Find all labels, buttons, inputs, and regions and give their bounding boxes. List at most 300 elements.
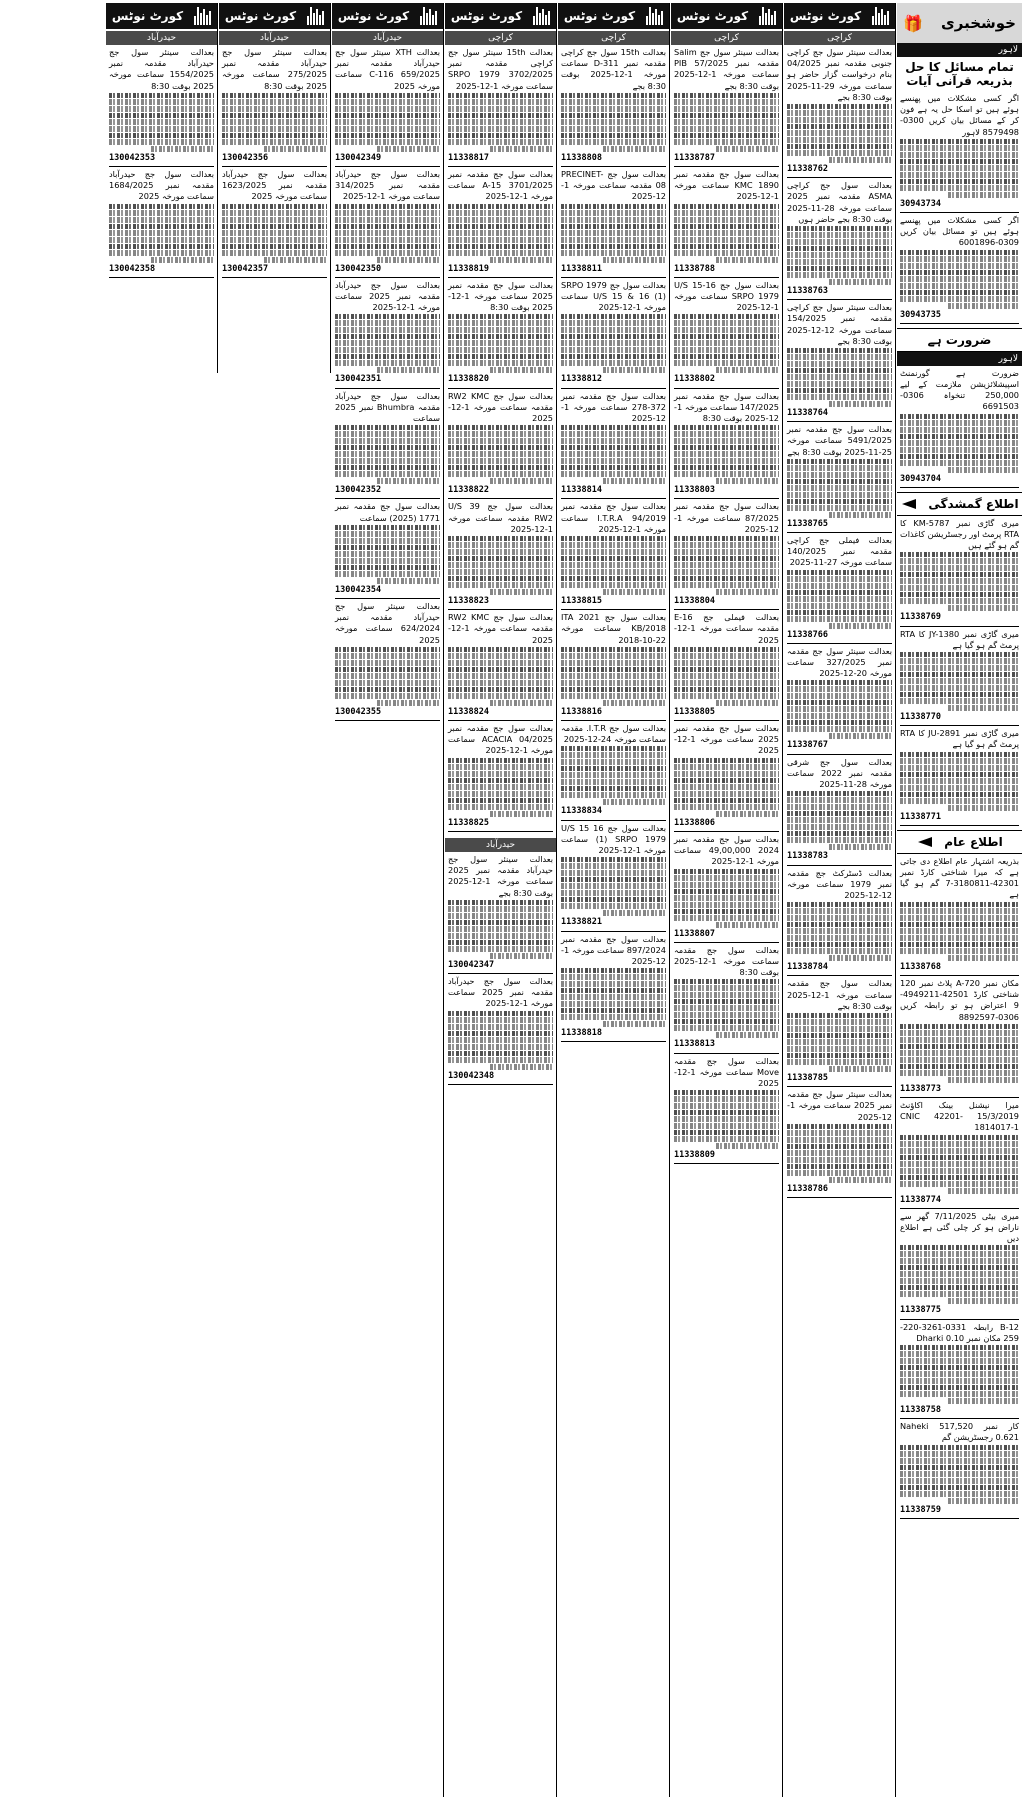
notice-ref-number: 11338819 [448, 263, 489, 274]
notice-ref-number: 30943734 [900, 198, 941, 209]
court-notice [674, 834, 779, 943]
notice-ref-number: 130042358 [109, 263, 156, 274]
court-notices [445, 852, 556, 1089]
general-ads [897, 854, 1022, 1523]
court-notice-header [445, 3, 556, 29]
notice-text: میری گاڑی نمبر JY-1380 کا RTA پرمٹ گم ہو گیا ہے [900, 628, 1019, 650]
print-line [674, 119, 779, 125]
print-line [900, 1365, 1019, 1370]
print-line [448, 106, 553, 112]
notice-text: بعدالت سول جج کراچی ASMA مقدمہ نمبر 2025 سماعت مورخہ 28-11-2025 بوقت 8:30 بجے حاضر ہوں [787, 180, 892, 224]
print-line [674, 673, 779, 679]
print-line [448, 549, 553, 555]
print-line [561, 903, 666, 909]
print-line [335, 347, 440, 353]
print-line [448, 556, 553, 561]
notice-text: بعدالت سول جج U/S 15-16 SRPO 1979 سماعت مورخہ 1-12-2025 [674, 279, 779, 313]
print-line [674, 224, 779, 229]
print-line [448, 693, 553, 699]
print-line [561, 250, 666, 256]
print-line [448, 465, 553, 470]
print-line [674, 576, 779, 581]
court-notice [448, 976, 553, 1085]
print-line [674, 542, 779, 548]
court-notice-header [219, 3, 330, 29]
print-line [448, 798, 553, 803]
print-line [716, 478, 779, 484]
print-line [561, 327, 666, 333]
print-line [674, 1025, 779, 1031]
print-line [900, 1057, 1019, 1063]
print-line [109, 99, 214, 105]
print-line [222, 99, 327, 105]
notice-ref-number: 11338812 [561, 374, 602, 385]
print-line [787, 1124, 892, 1129]
print-line [787, 1013, 892, 1018]
court-notices [332, 45, 443, 725]
print-line [900, 256, 1019, 262]
print-line [900, 778, 1019, 784]
print-line [448, 913, 553, 919]
notice-ref-number: 11338818 [561, 1028, 602, 1039]
court-notice [109, 169, 214, 278]
print-line [900, 172, 1019, 178]
print-line [900, 1278, 1019, 1284]
print-line [109, 224, 214, 229]
print-line [948, 605, 1019, 611]
general-section-header: اطلاع عام [897, 830, 1022, 854]
print-line [900, 752, 1019, 757]
print-line [900, 1265, 1019, 1270]
print-line [787, 713, 892, 719]
notice-ref-number: 130042357 [222, 263, 269, 274]
notice-ref-number: 130042353 [109, 152, 156, 163]
notice-ref-number: 11338808 [561, 152, 602, 163]
print-line [787, 1039, 892, 1045]
print-line [787, 693, 892, 699]
print-line [900, 652, 1019, 657]
court-notice [674, 391, 779, 500]
court-building-icon [528, 7, 550, 25]
classified-ads [897, 91, 1022, 328]
print-line [674, 445, 779, 450]
court-notice [787, 1089, 892, 1198]
print-line [787, 505, 892, 511]
court-column [671, 3, 783, 1797]
print-line [900, 1491, 1019, 1497]
print-line [787, 583, 892, 589]
print-line [787, 272, 892, 278]
print-line [561, 687, 666, 692]
print-line [222, 230, 327, 236]
print-line [674, 869, 779, 874]
print-line [787, 226, 892, 231]
notice-text: بعدالت سول جج مقدمہ نمبر 94/2019 I.T.R.A سماعت مورخہ 1-12-2025 [561, 501, 666, 534]
print-line [448, 224, 553, 229]
print-line [674, 549, 779, 555]
print-line [900, 558, 1019, 564]
print-line [448, 113, 553, 118]
print-line [561, 792, 666, 798]
classified-ad-notice [900, 728, 1019, 826]
court-notice [448, 854, 553, 974]
print-line [674, 425, 779, 430]
print-line [716, 1032, 779, 1038]
print-line [674, 804, 779, 810]
court-notice [674, 612, 779, 721]
print-line [561, 994, 666, 1000]
notice-text: اگر کسی مشکلات میں پھنسے ہوئے ہیں تو مسائل بیان کریں 0309-6001896 [900, 215, 1019, 248]
notice-ref-number: 11338823 [448, 596, 489, 607]
print-line [561, 451, 666, 457]
print-line [448, 334, 553, 339]
print-line [561, 981, 666, 987]
print-line [787, 837, 892, 843]
print-line [787, 922, 892, 927]
print-line [900, 1258, 1019, 1264]
print-line [335, 113, 440, 118]
classified-ad-notice [900, 518, 1019, 627]
print-line [674, 764, 779, 770]
print-line [674, 360, 779, 366]
print-line [900, 159, 1019, 164]
print-line [900, 1478, 1019, 1484]
notice-ref-number: 130042347 [448, 959, 495, 970]
print-line [448, 139, 553, 145]
print-line [561, 870, 666, 876]
print-line [335, 538, 440, 544]
print-line [335, 320, 440, 326]
print-line [335, 230, 440, 236]
notice-text: بعدالت سینئر سول جج حیدرآباد مقدمہ نمبر 275/2025 سماعت مورخہ 2025 بوقت 8:30 [222, 47, 327, 91]
print-line [829, 157, 892, 163]
notice-ref-number: 11338784 [787, 962, 828, 973]
print-line [448, 946, 553, 952]
print-line [900, 290, 1019, 295]
court-notice [787, 757, 892, 866]
court-notice [787, 868, 892, 977]
print-line [561, 1014, 666, 1020]
court-notice [787, 302, 892, 422]
print-line [787, 1164, 892, 1169]
notice-ref-number: 130042356 [222, 152, 269, 163]
print-line [448, 126, 553, 132]
print-line [109, 217, 214, 223]
court-notices [671, 45, 782, 1168]
print-line [900, 552, 1019, 557]
print-line [900, 250, 1019, 255]
print-line [561, 863, 666, 869]
notice-text: بعدالت سول جج مقدمہ نمبر 897/2024 سماعت مورخہ 1-12-2025 [561, 933, 666, 966]
print-line [674, 582, 779, 588]
notice-text: ضرورت ہے گورنمنٹ اسپیشلائزیشن ملازمت کے لیے 250,000 تنخواہ 0306-6691503 [900, 367, 1019, 412]
print-line [335, 458, 440, 464]
court-notice [448, 723, 553, 832]
print-line [900, 765, 1019, 771]
print-line [490, 478, 553, 484]
print-line [335, 244, 440, 249]
print-line [674, 653, 779, 659]
notice-ref-number: 130042355 [335, 706, 382, 717]
print-line [900, 578, 1019, 584]
print-line [787, 110, 892, 116]
print-line [787, 137, 892, 143]
print-line [674, 133, 779, 138]
print-line [674, 113, 779, 118]
print-line [335, 210, 440, 216]
print-line [787, 239, 892, 245]
print-line [900, 672, 1019, 677]
print-line [787, 726, 892, 732]
court-notice [335, 391, 440, 500]
print-line [109, 139, 214, 145]
print-line [448, 562, 553, 568]
print-line [787, 472, 892, 478]
notice-text: بعدالت سول جج U/S 39 RW2 مقدمہ سماعت مورخہ 1-12-2025 [448, 501, 553, 534]
print-line [900, 1378, 1019, 1384]
print-line [900, 1161, 1019, 1167]
print-line [561, 786, 666, 791]
print-line [448, 133, 553, 138]
print-line [448, 360, 553, 366]
court-notice [561, 823, 666, 932]
print-line [829, 733, 892, 739]
print-line [674, 687, 779, 692]
notice-ref-number: 11338821 [561, 917, 602, 928]
print-line [787, 570, 892, 575]
print-line [787, 266, 892, 271]
print-line [787, 354, 892, 360]
print-line [674, 569, 779, 575]
print-line [900, 565, 1019, 571]
print-line [264, 257, 327, 263]
print-line [448, 933, 553, 939]
print-line [561, 746, 666, 751]
print-line [900, 1181, 1019, 1187]
print-line [787, 1170, 892, 1176]
print-line [787, 104, 892, 109]
print-line [900, 165, 1019, 171]
print-line [448, 1024, 553, 1030]
print-line [900, 414, 1019, 419]
notice-text: میری گاڑی نمبر JU-2891 کا RTA پرمٹ گم ہو گیا ہے [900, 728, 1019, 750]
print-line [674, 556, 779, 561]
print-line [448, 906, 553, 912]
print-line [448, 347, 553, 353]
print-line [674, 680, 779, 686]
print-line [674, 647, 779, 652]
notice-ref-number: 11338758 [900, 1404, 941, 1415]
print-line [716, 589, 779, 595]
print-line [900, 139, 1019, 144]
print-line [674, 798, 779, 803]
notice-ref-number: 11338815 [561, 596, 602, 607]
print-line [900, 185, 1019, 191]
print-line [335, 545, 440, 550]
print-line [561, 890, 666, 896]
print-line [787, 603, 892, 609]
notice-text: بعدالت فیملی جج کراچی مقدمہ نمبر 140/2025 سماعت مورخہ 27-11-2025 [787, 535, 892, 568]
print-line [109, 244, 214, 249]
print-line [561, 93, 666, 98]
classified-ad-notice [900, 856, 1019, 976]
print-line [787, 680, 892, 685]
print-line [787, 124, 892, 129]
print-line [448, 1017, 553, 1023]
print-line [674, 562, 779, 568]
print-line [787, 459, 892, 464]
print-line [787, 902, 892, 907]
print-line [561, 458, 666, 464]
print-line [900, 1030, 1019, 1036]
print-line [787, 252, 892, 258]
print-line [674, 915, 779, 921]
print-line [948, 467, 1019, 473]
print-line [335, 204, 440, 209]
court-notices [445, 45, 556, 836]
print-line [222, 106, 327, 112]
print-line [900, 460, 1019, 466]
notice-text: بعدالت سول جج حیدرآباد مقدمہ نمبر 314/2025 سماعت مورخہ 1-12-2025 [335, 169, 440, 202]
notice-text: بعدالت ڈسٹرکٹ جج مقدمہ نمبر 1979 سماعت مورخہ 12-12-2025 [787, 867, 892, 900]
print-line [335, 571, 440, 577]
print-line [674, 979, 779, 984]
print-line [674, 791, 779, 797]
print-line [948, 805, 1019, 811]
court-notice [448, 391, 553, 500]
print-line [787, 361, 892, 367]
print-line [561, 139, 666, 145]
print-line [900, 915, 1019, 921]
city-label: حیدرآباد [332, 31, 443, 45]
notice-text: بعدالت سول جج حیدرآباد مقدمہ نمبر 2025 سماعت مورخہ 1-12-2025 [335, 279, 440, 313]
print-line [716, 257, 779, 263]
print-line [787, 388, 892, 393]
print-line [716, 1143, 779, 1149]
court-building-icon [415, 7, 437, 25]
print-line [335, 551, 440, 557]
print-line [900, 572, 1019, 577]
print-line [335, 119, 440, 125]
print-line [561, 314, 666, 319]
notice-text: اگر کسی مشکلات میں پھنسے ہوئے ہیں تو اسکا حل یہ ہے فون کر کے مسائل بیان کریں 0300-8579498 لاہور [900, 93, 1019, 137]
print-line [222, 119, 327, 125]
print-line [335, 99, 440, 105]
print-line [561, 877, 666, 882]
print-line [674, 1103, 779, 1109]
print-line [448, 771, 553, 777]
print-line [674, 985, 779, 991]
print-line [448, 458, 553, 464]
print-line [900, 935, 1019, 941]
print-line [674, 451, 779, 457]
print-line [335, 93, 440, 98]
notice-text: بعدالت سول جج مقدمہ نمبر 2025 سماعت مورخہ 1-12-2025 بوقت 8:30 [448, 279, 553, 313]
print-line [674, 660, 779, 666]
print-line [561, 347, 666, 353]
print-line [900, 1251, 1019, 1257]
print-line [222, 204, 327, 209]
court-notice-header [106, 3, 217, 29]
print-line [900, 447, 1019, 453]
print-line [377, 700, 440, 706]
print-line [674, 1012, 779, 1018]
print-line [448, 647, 553, 652]
notice-text: بعدالت سول جج حیدرآباد مقدمہ نمبر 1623/2025 سماعت مورخہ 2025 [222, 169, 327, 202]
print-line [603, 478, 666, 484]
print-line [448, 1057, 553, 1063]
print-line [448, 451, 553, 457]
court-notice [335, 280, 440, 389]
notice-text: بعدالت سول جج مقدمہ سماعت مورخہ 1-12-2025 بوقت 8:30 [674, 944, 779, 978]
print-line [787, 686, 892, 692]
court-column [558, 3, 670, 1797]
print-line [561, 425, 666, 430]
print-line [222, 217, 327, 223]
print-line [335, 250, 440, 256]
print-line [900, 1358, 1019, 1364]
court-building-icon [641, 7, 663, 25]
print-line [448, 431, 553, 437]
print-line [377, 257, 440, 263]
print-line [109, 106, 214, 112]
print-line [448, 660, 553, 666]
print-line [829, 1177, 892, 1183]
notice-ref-number: 11338787 [674, 152, 715, 163]
print-line [900, 263, 1019, 269]
print-line [448, 536, 553, 541]
print-line [335, 431, 440, 437]
print-line [674, 126, 779, 132]
court-notice [448, 501, 553, 610]
print-line [674, 1096, 779, 1102]
print-line [787, 831, 892, 836]
print-line [151, 146, 214, 152]
print-line [900, 665, 1019, 671]
print-line [448, 926, 553, 932]
notice-text: بعدالت سینئر سول جج حیدرآباد مقدمہ نمبر 2025 سماعت مورخہ 1-12-2025 بوقت 8:30 بجے [448, 853, 553, 898]
print-line [787, 791, 892, 796]
print-line [900, 1351, 1019, 1357]
print-line [674, 1116, 779, 1122]
city-label: کراچی [558, 31, 669, 45]
city-label: حیدرآباد [106, 31, 217, 45]
print-line [109, 210, 214, 216]
print-line [829, 279, 892, 285]
notice-text: بعدالت سول جج ITA 2021 KB/2018 سماعت مورخہ 22-10-2018 [561, 612, 666, 645]
classified-ad-notice [900, 1421, 1019, 1519]
notice-ref-number: 130042348 [448, 1070, 495, 1081]
city-label: کراچی [671, 31, 782, 45]
print-line [900, 1135, 1019, 1140]
print-line [900, 585, 1019, 591]
print-line [222, 126, 327, 132]
notice-ref-number: 11338788 [674, 263, 715, 274]
notice-ref-number: 11338805 [674, 706, 715, 717]
print-line [490, 146, 553, 152]
print-line [448, 576, 553, 581]
court-notice-title: کورٹ نوٹس [676, 9, 749, 23]
print-line [448, 93, 553, 98]
court-notice [674, 501, 779, 610]
notice-text: بعدالت سینئر سول جج کراچی مقدمہ نمبر 154/2025 سماعت مورخہ 12-12-2025 بوقت 8:30 بجے [787, 302, 892, 346]
print-line [674, 465, 779, 470]
print-line [561, 320, 666, 326]
print-line [787, 596, 892, 602]
print-line [900, 1155, 1019, 1160]
print-line [561, 974, 666, 980]
court-notice [787, 180, 892, 300]
